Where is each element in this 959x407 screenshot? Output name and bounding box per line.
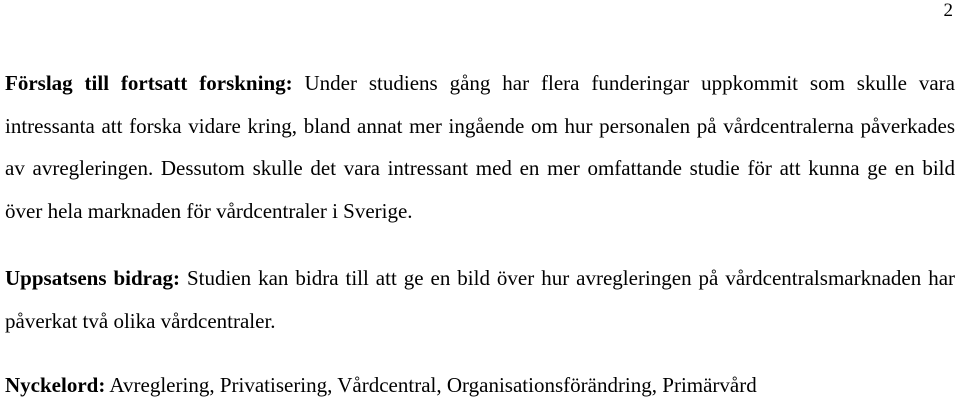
future-research-paragraph [5,62,955,233]
keywords-text: Avreglering, Privatisering, Vårdcentral, Organisationsförändring, Primärvård [105,373,757,397]
page-number: 2 [943,0,953,21]
keywords-paragraph [5,364,955,407]
future-research-text: Under studiens gång har flera funderingar uppkommit som skulle vara intressanta att forska vidare kring, bland annat mer ingående om hur personalen på vårdcentralerna påverkades av avregleringen. Dessutom skulle det vara intressant med en mer omfattande studie för att kunna ge en bild över hela marknaden för vårdcentraler i Sverige. [5,71,955,224]
contribution-heading: Uppsatsens bidrag: [5,266,181,290]
contribution-text: Studien kan bidra till att ge en bild över hur avregleringen på vårdcentralsmarknaden har påverkat två olika vårdcentraler. [5,266,956,333]
contribution-paragraph [5,257,955,342]
future-research-heading: Förslag till fortsatt forskning: [5,71,293,95]
keywords-heading: Nyckelord: [5,373,106,397]
